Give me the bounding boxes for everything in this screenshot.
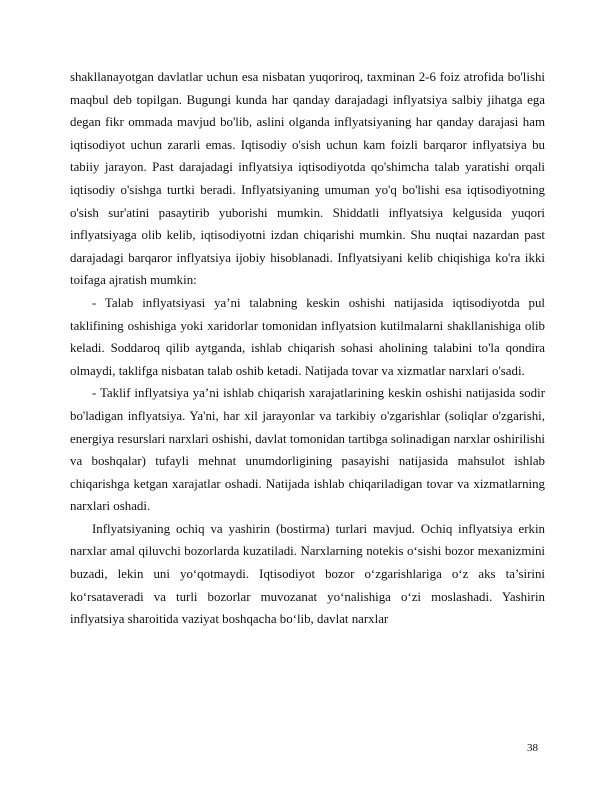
paragraph-4: Inflyatsiyaning ochiq va yashirin (bostirma) turlari mavjud. Ochiq inflyatsiya erkin narxlar amal qiluvchi bozorlarda kuzatiladi. Narxlarning notekis o‘sishi bozor mexanizmini buzadi, lekin uni yo‘qotmaydi. Iqtisodiyot bozor o‘zgarishlariga o‘z aks ta’sirini ko‘rsataveradi va turli bozorlar muvozanat yo‘nalishiga o‘zi moslashadi. Yashirin inflyatsiya sharoitida vaziyat boshqacha bo‘lib, davlat narxlar — [70, 521, 545, 627]
page-body — [70, 66, 545, 631]
paragraph-1: shakllanayotgan davlatlar uchun esa nisbatan yuqoriroq, taxminan 2-6 foiz atrofida bo'lishi maqbul deb topilgan. Bugungi kunda har qanday darajadagi inflyatsiya salbiy jihatga ega degan fikr ommada mavjud bo'lib, aslini olganda inflyatsiyaning har qanday darajasi ham iqtisodiyot uchun zararli emas. Iqtisodiy o'sish uchun kam foizli barqaror inflyatsiya bu tabiiy jarayon. Past darajadagi inflyatsiya iqtisodiyotda qo'shimcha talab yaratishi orqali iqtisodiy o'sishga turtki beradi. Inflyatsiyaning umuman yo'q bo'lishi esa iqtisodiyotning o'sish sur'atini pasaytirib yuborishi mumkin. Shiddatli inflyatsiya kelgusida yuqori inflyatsiyaga olib kelib, iqtisodiyotni izdan chiqarishi mumkin. Shu nuqtai nazardan past darajadagi barqaror inflyatsiya ijobiy hisoblanadi. Inflyatsiyani kelib chiqishiga ko'ra ikki toifaga ajratish mumkin: — [70, 70, 545, 288]
paragraph-3: - Taklif inflyatsiya ya’ni ishlab chiqarish xarajatlarining keskin oshishi natijasida sodir bo'ladigan inflyatsiya. Ya'ni, har xil jarayonlar va tarkibiy o'zgarishlar (soliqlar o'zgarishi, energiya resurslari narxlari oshishi, davlat tomonidan tartibga solinadigan narxlar oshirilishi va boshqalar) tufayli mehnat unumdorligining pasayishi natijasida mahsulot ishlab chiqarishga ketgan xarajatlar oshadi. Natijada ishlab chiqariladigan tovar va xizmatlarning narxlari oshadi. — [70, 386, 545, 514]
page-number: 38 — [527, 742, 538, 754]
paragraph-2: - Talab inflyatsiyasi ya’ni talabning keskin oshishi natijasida iqtisodiyotda pul taklifining oshishiga yoki xaridorlar tomonidan inflyatsion kutilmalarni shakllanishiga olib keladi. Soddaroq qilib aytganda, ishlab chiqarish sohasi aholining talabini to'la qondira olmaydi, taklifga nisbatan talab oshib ketadi. Natijada tovar va xizmatlar narxlari o'sadi. — [70, 295, 545, 378]
